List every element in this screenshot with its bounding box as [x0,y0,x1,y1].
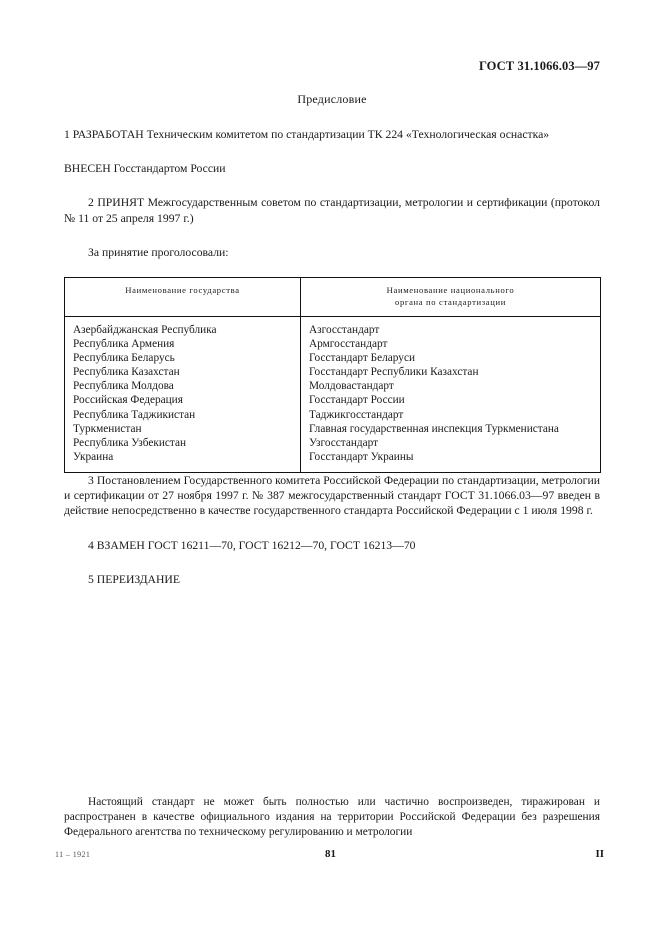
paragraph-submitted-by: ВНЕСЕН Госстандартом России [64,162,226,176]
list-item: Азгосстандарт [309,324,380,337]
table-row [65,317,601,473]
list-item: Республика Беларусь [73,352,175,365]
copyright-notice: Настоящий стандарт не может быть полностью или частично воспроизведен, тиражирован и распространен в качестве официального издания на территории Российской Федерации без разрешения Федерального агентства по техническому регулированию и метрологии [64,796,600,838]
paragraph-replaces: 4 ВЗАМЕН ГОСТ 16211—70, ГОСТ 16212—70, ГОСТ 16213—70 [88,538,416,552]
footer-page-number: 81 [325,848,336,860]
list-item: Госстандарт Республики Казахстан [309,366,479,379]
list-item: Госстандарт Беларуси [309,352,416,365]
table-cell-standards-bodies [301,317,601,473]
list-item: Республика Молдова [73,380,174,393]
table-header-row [65,278,601,317]
list-item: Главная государственная инспекция Туркменистана [309,422,559,435]
list-item: Молдовастандарт [309,380,394,393]
paragraph-enacted-by-resolution: 3 Постановлением Государственного комитета Российской Федерации по стандартизации, метрологии и сертификации от 27 ноября 1997 г. № 387 межгосударственный стандарт ГОСТ 31.1066.03—97 введен в действие непосредственно в качестве государственного стандарта Российской Федерации с 1 июля 1998 г. [64,473,600,518]
list-item: Украина [73,450,114,463]
table-header-standards-body-line2: органа по стандартизации [395,296,506,307]
list-item: Республика Таджикистан [73,408,196,421]
table-header-standards-body [301,278,601,317]
page-content [64,92,600,606]
list-item: Республика Армения [73,338,175,351]
list-item: Госстандарт России [309,394,405,407]
list-item: Республика Казахстан [73,366,180,379]
table-header-state-name: Наименование государства [65,278,301,317]
state-name-list [73,323,300,464]
list-item: Российская Федерация [73,394,183,407]
list-item: Госстандарт Украины [309,450,414,463]
paragraph-voted-for: За принятие проголосовали: [88,245,229,259]
list-item: Республика Узбекистан [73,436,187,449]
standards-body-list [309,323,600,464]
footer-roman-page-number: II [595,848,604,860]
list-item: Азербайджанская Республика [73,324,217,337]
paragraph-adopted-by: 2 ПРИНЯТ Межгосударственным советом по стандартизации, метрологии и сертификации (протокол № 11 от 25 апреля 1997 г.) [64,196,600,225]
table-cell-states [65,317,301,473]
running-head-standard-number: ГОСТ 31.1066.03—97 [478,59,600,73]
footer-signature-mark: 11 – 1921 [55,850,91,859]
list-item: Узгосстандарт [309,436,379,449]
page-footer [0,848,661,868]
list-item: Таджикгосстандарт [309,408,404,421]
paragraph-developed-by: 1 РАЗРАБОТАН Техническим комитетом по стандартизации ТК 224 «Технологическая оснастка» [64,128,550,141]
list-item: Армгосстандарт [309,338,388,351]
list-item: Туркменистан [73,422,142,435]
voting-states-table [64,277,601,473]
section-title-foreword: Предисловие [297,92,367,106]
paragraph-reissue: 5 ПЕРЕИЗДАНИЕ [88,572,180,586]
table-header-standards-body-line1: Наименование национального [386,285,515,296]
